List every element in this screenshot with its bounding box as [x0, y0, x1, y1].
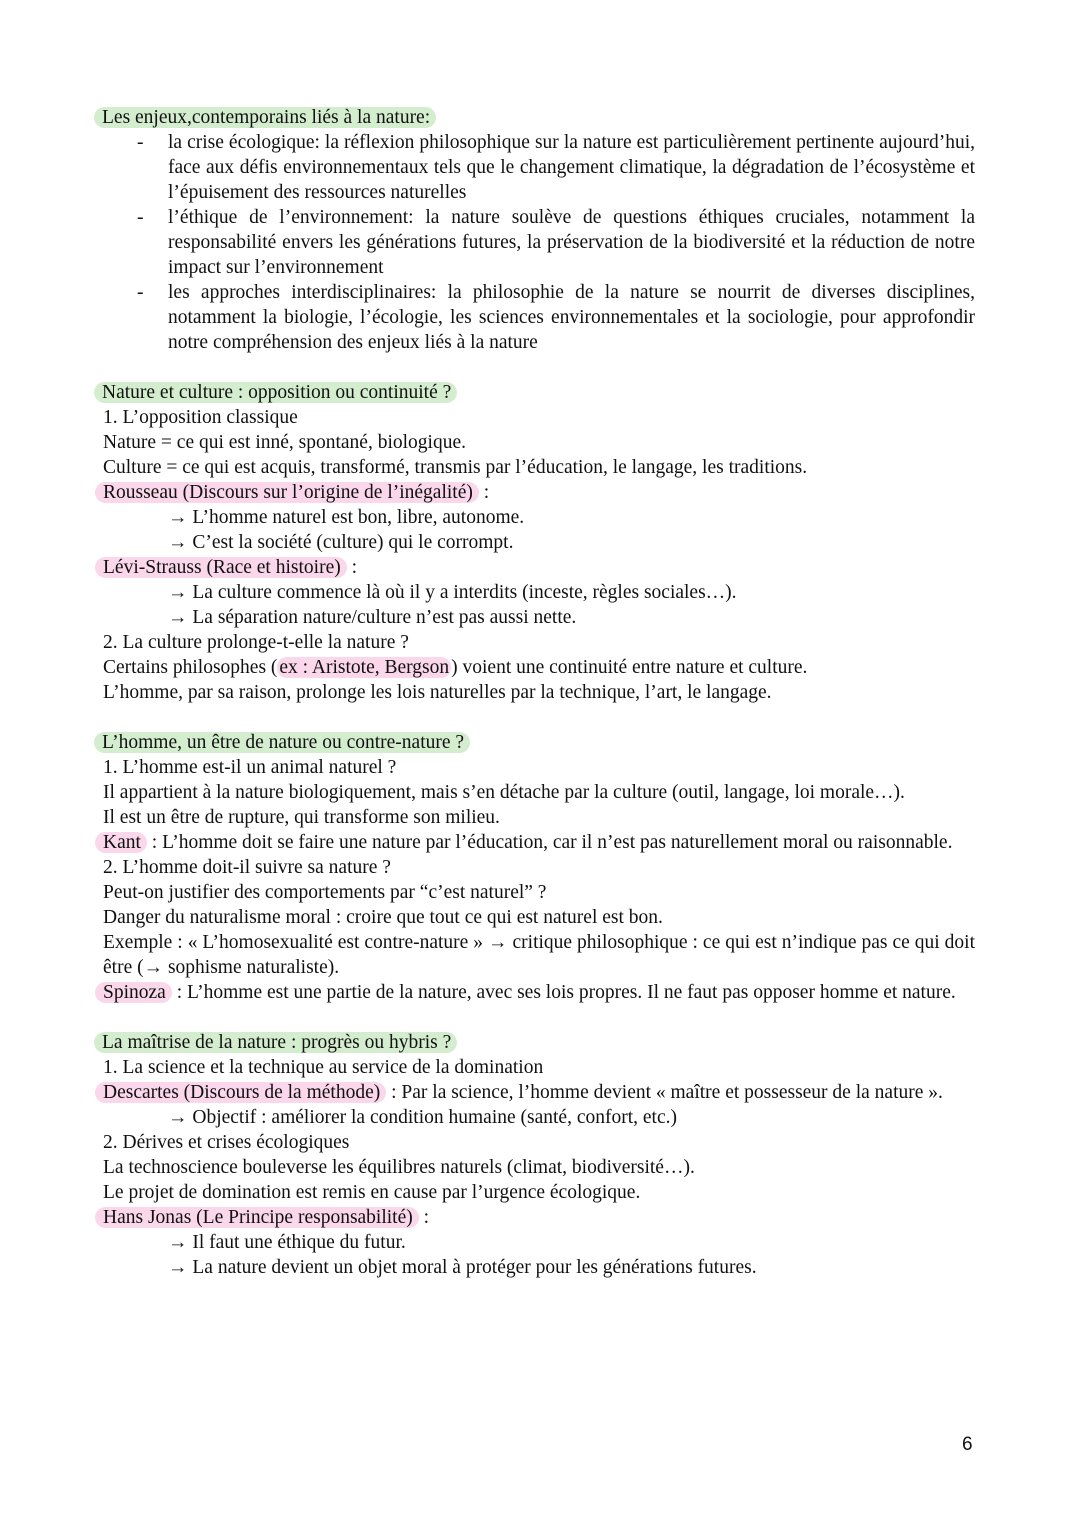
author-reference-descartes: [103, 1080, 975, 1105]
paragraph-line: Il est un être de rupture, qui transforme son milieu.: [103, 807, 500, 828]
paragraph-line: L’homme, par sa raison, prolonge les lois naturelles par la technique, l’art, le langage.: [103, 682, 772, 703]
paragraph-line: Le projet de domination est remis en cause par l’urgence écologique.: [103, 1182, 641, 1203]
bullet-text: les approches interdisciplinaires: la philosophie de la nature se nourrit de diverses disciplines, notamment la biologie, l’écologie, les sciences environnementales et la sociologie, pour approfondir notre compréhension des enjeux liés à la nature: [168, 282, 975, 353]
colon: :: [478, 482, 490, 503]
arrow-point: → L’homme naturel est bon, libre, autonome.: [168, 507, 525, 528]
bullet-dash: -: [137, 132, 144, 153]
subheading: 2. La culture prolonge-t-elle la nature ?: [103, 632, 409, 653]
paragraph: Exemple : « L’homosexualité est contre-nature » → critique philosophique : ce qui est n’indique pas ce qui doit être (→ sophisme naturaliste).: [103, 932, 975, 978]
subheading: 2. L’homme doit-il suivre sa nature ?: [103, 857, 391, 878]
bullet-item: [103, 130, 975, 205]
author-highlight: ex : Aristote, Bergson: [279, 657, 450, 678]
arrow-point: → La séparation nature/culture n’est pas aussi nette.: [168, 607, 577, 628]
author-text: : Par la science, l’homme devient « maître et possesseur de la nature ».: [386, 1082, 943, 1103]
author-highlight: Spinoza: [95, 982, 172, 1003]
bullet-item: [103, 280, 975, 355]
arrow-point: → La nature devient un objet moral à protéger pour les générations futures.: [168, 1257, 757, 1278]
page-number: 6: [962, 1434, 973, 1455]
arrow-point: → Objectif : améliorer la condition humaine (santé, confort, etc.): [168, 1107, 677, 1128]
heading-highlight: La maîtrise de la nature : progrès ou hybris ?: [94, 1032, 457, 1053]
subheading: 1. L’opposition classique: [103, 407, 298, 428]
spacer: [103, 705, 975, 730]
colon: :: [346, 557, 358, 578]
paragraph-line: Danger du naturalisme moral : croire que tout ce qui est naturel est bon.: [103, 907, 663, 928]
author-highlight: Lévi-Strauss (Race et histoire): [95, 557, 347, 578]
arrow-point: → Il faut une éthique du futur.: [168, 1232, 406, 1253]
heading-highlight: Les enjeux,contemporains liés à la nature:: [94, 107, 436, 128]
bullet-text: la crise écologique: la réflexion philosophique sur la nature est particulièrement pertinente aujourd’hui, face aux défis environnementaux tels que le changement climatique, la dégradation de l’écosystème et l’épuisement des ressources naturelles: [168, 132, 975, 203]
arrow-point: → C’est la société (culture) qui le corrompt.: [168, 532, 514, 553]
paragraph-line: Nature = ce qui est inné, spontané, biologique.: [103, 432, 466, 453]
author-text: : L’homme est une partie de la nature, avec ses lois propres. Il ne faut pas opposer homme et nature.: [171, 982, 956, 1003]
text-suffix: ) voient une continuité entre nature et culture.: [451, 657, 808, 678]
paragraph-line: Culture = ce qui est acquis, transformé, transmis par l’éducation, le langage, les traditions.: [103, 457, 808, 478]
spacer: [103, 355, 975, 380]
section-heading-enjeux: [103, 105, 975, 130]
colon: :: [418, 1207, 430, 1228]
author-reference-jonas: [103, 1205, 975, 1230]
paragraph: Il appartient à la nature biologiquement, mais s’en détache par la culture (outil, langage, loi morale…).: [103, 782, 905, 803]
bullet-item: [103, 205, 975, 280]
section-heading-nature-culture: [103, 380, 975, 405]
spacer: [103, 1005, 975, 1030]
author-reference-kant: [103, 830, 975, 855]
section-heading-homme: [103, 730, 975, 755]
subheading: 2. Dérives et crises écologiques: [103, 1132, 350, 1153]
bullet-dash: -: [137, 207, 144, 228]
author-highlight: Descartes (Discours de la méthode): [95, 1082, 386, 1103]
paragraph-line: Peut-on justifier des comportements par “c’est naturel” ?: [103, 882, 547, 903]
author-reference-rousseau: [103, 480, 975, 505]
bullet-dash: -: [137, 282, 144, 303]
bullet-text: l’éthique de l’environnement: la nature soulève de questions éthiques cruciales, notamment la responsabilité envers les générations futures, la préservation de la biodiversité et la réduction de notre impact sur l’environnement: [168, 207, 975, 278]
subheading: 1. L’homme est-il un animal naturel ?: [103, 757, 397, 778]
heading-highlight: L’homme, un être de nature ou contre-nature ?: [94, 732, 470, 753]
subheading: 1. La science et la technique au service de la domination: [103, 1057, 544, 1078]
author-highlight: Rousseau (Discours sur l’origine de l’inégalité): [95, 482, 479, 503]
author-reference-spinoza: [103, 980, 975, 1005]
paragraph-line: La technoscience bouleverse les équilibres naturels (climat, biodiversité…).: [103, 1157, 695, 1178]
heading-highlight: Nature et culture : opposition ou continuité ?: [94, 382, 457, 403]
section-heading-maitrise: [103, 1030, 975, 1055]
author-highlight: Hans Jonas (Le Principe responsabilité): [95, 1207, 419, 1228]
author-reference-levi-strauss: [103, 555, 975, 580]
author-text: : L’homme doit se faire une nature par l’éducation, car il n’est pas naturellement moral ou raisonnable.: [146, 832, 953, 853]
text-prefix: Certains philosophes (: [103, 657, 278, 678]
author-highlight: Kant: [95, 832, 147, 853]
arrow-point: → La culture commence là où il y a interdits (inceste, règles sociales…).: [168, 582, 737, 603]
paragraph-line: [103, 655, 975, 680]
document-page: [103, 105, 975, 1280]
